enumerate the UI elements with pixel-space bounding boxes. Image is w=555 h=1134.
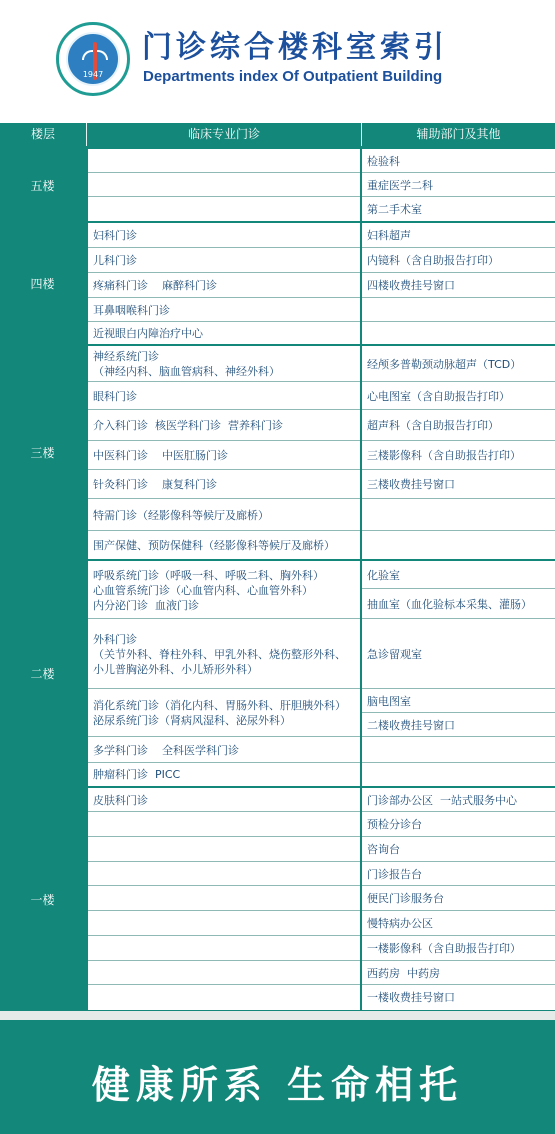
aux-item xyxy=(362,737,555,763)
clinical-item xyxy=(88,499,360,531)
aux-item xyxy=(362,862,555,886)
item-label: 预检分诊台 xyxy=(367,818,422,831)
aux-column xyxy=(362,223,555,344)
clinical-item xyxy=(88,346,360,382)
aux-item xyxy=(362,223,555,248)
clinical-item xyxy=(88,173,360,197)
aux-item xyxy=(362,470,555,499)
clinical-item xyxy=(88,961,360,985)
header-floor: 楼层 xyxy=(30,127,55,141)
aux-item xyxy=(362,788,555,812)
clinical-item xyxy=(88,862,360,886)
clinical-item xyxy=(88,273,360,298)
clinical-item xyxy=(88,322,360,344)
aux-column xyxy=(362,346,555,559)
item-label: 介入科门诊 核医学科门诊 营养科门诊 xyxy=(93,419,283,432)
item-label: 咨询台 xyxy=(367,843,400,856)
aux-column xyxy=(362,149,555,221)
slogan: 健康所系 生命相托 xyxy=(91,1062,464,1107)
clinical-item xyxy=(88,223,360,248)
clinical-item xyxy=(88,886,360,911)
clinical-item xyxy=(88,441,360,470)
clinical-item xyxy=(88,531,360,559)
item-label: 内镜科（含自助报告打印） xyxy=(367,254,499,267)
item-label: 重症医学二科 xyxy=(367,178,433,192)
aux-item xyxy=(362,410,555,441)
aux-item xyxy=(362,886,555,911)
aux-item xyxy=(362,713,555,737)
item-label: 妇科门诊 xyxy=(93,229,137,242)
item-label: 检验科 xyxy=(367,154,400,168)
item-label: 儿科门诊 xyxy=(93,254,137,267)
item-label: 门诊报告台 xyxy=(367,867,422,881)
footer xyxy=(0,1020,555,1134)
aux-item xyxy=(362,689,555,713)
aux-item xyxy=(362,911,555,936)
item-label: 围产保健、预防保健科（经影像科等候厅及廊桥） xyxy=(93,538,335,552)
item-label: 中医科门诊 中医肛肠门诊 xyxy=(93,449,228,462)
item-label: 呼吸系统门诊（呼吸一科、呼吸二科、胸外科） 心血管系统门诊（心血管内科、心血管外科） 内分泌门诊 血液门诊 xyxy=(93,568,324,612)
clinical-item xyxy=(88,936,360,961)
clinical-item xyxy=(88,410,360,441)
item-label: 外科门诊 （关节外科、脊柱外科、甲乳外科、烧伤整形外科、 小儿普胸泌外科、小儿矫形外科） xyxy=(93,632,346,676)
header-clinical: 临床专业门诊 xyxy=(187,127,260,141)
item-label: 妇科超声 xyxy=(367,229,411,242)
department-table xyxy=(0,123,555,1011)
floor-f2 xyxy=(0,561,555,786)
aux-item xyxy=(362,561,555,589)
item-label: 一楼影像科（含自助报告打印） xyxy=(367,942,521,955)
item-label: 脑电图室 xyxy=(367,694,411,708)
item-label: 消化系统门诊（消化内科、胃肠外科、肝胆胰外科） 泌尿系统门诊（肾病风湿科、泌尿外科） xyxy=(93,699,346,727)
table-header xyxy=(0,123,555,146)
floor-f5 xyxy=(0,149,555,221)
item-label: 特需门诊（经影像科等候厅及廊桥） xyxy=(93,508,269,522)
aux-item xyxy=(362,173,555,197)
aux-item xyxy=(362,298,555,322)
item-label: 眼科门诊 xyxy=(93,389,137,403)
aux-column xyxy=(362,788,555,1010)
item-label: 一楼收费挂号窗口 xyxy=(367,991,455,1004)
hospital-logo-icon xyxy=(56,22,130,96)
aux-item xyxy=(362,382,555,410)
clinical-item xyxy=(88,737,360,763)
floor-label: 五楼 xyxy=(30,178,55,193)
floor-label: 二楼 xyxy=(30,667,55,681)
clinical-item xyxy=(88,837,360,862)
aux-item xyxy=(362,812,555,837)
item-label: 神经系统门诊 （神经内科、脑血管病科、神经外科） xyxy=(93,350,280,378)
page-title: 门诊综合楼科室索引 xyxy=(142,30,448,65)
clinical-column xyxy=(88,561,360,786)
clinical-column xyxy=(88,788,360,1010)
clinical-item xyxy=(88,149,360,173)
item-label: 超声科（含自助报告打印） xyxy=(367,419,499,432)
item-label: 四楼收费挂号窗口 xyxy=(367,279,455,292)
aux-item xyxy=(362,346,555,382)
clinical-item xyxy=(88,911,360,936)
clinical-item xyxy=(88,298,360,322)
item-label: 便民门诊服务台 xyxy=(367,892,444,905)
item-label: 多学科门诊 全科医学科门诊 xyxy=(93,743,239,757)
aux-item xyxy=(362,936,555,961)
footer-divider xyxy=(0,1011,555,1020)
clinical-column xyxy=(88,149,360,221)
item-label: 门诊部办公区 一站式服务中心 xyxy=(367,793,517,807)
aux-item xyxy=(362,441,555,470)
clinical-item xyxy=(88,619,360,689)
aux-item xyxy=(362,248,555,273)
page-subtitle: Departments index Of Outpatient Building xyxy=(143,68,443,85)
item-label: 抽血室（血化验标本采集、灌肠） xyxy=(367,597,532,611)
floor-f1 xyxy=(0,788,555,1010)
clinical-item xyxy=(88,812,360,837)
item-label: 第二手术室 xyxy=(367,202,422,216)
aux-item xyxy=(362,531,555,559)
item-label: 疼痛科门诊 麻醉科门诊 xyxy=(93,279,217,292)
floor-label: 三楼 xyxy=(30,446,55,460)
clinical-item xyxy=(88,788,360,812)
aux-item xyxy=(362,273,555,298)
aux-item xyxy=(362,763,555,786)
clinical-item xyxy=(88,248,360,273)
item-label: 化验室 xyxy=(367,568,400,582)
item-label: 针灸科门诊 康复科门诊 xyxy=(93,478,217,491)
clinical-item xyxy=(88,763,360,786)
clinical-column xyxy=(88,223,360,344)
item-label: 近视眼白内障治疗中心 xyxy=(93,326,203,340)
item-label: 肿瘤科门诊 PICC xyxy=(93,768,181,781)
clinical-item xyxy=(88,470,360,499)
clinical-item xyxy=(88,985,360,1010)
floor-label: 四楼 xyxy=(30,277,55,291)
item-label: 三楼收费挂号窗口 xyxy=(367,478,455,491)
logo-year: 1947 xyxy=(82,70,104,79)
aux-item xyxy=(362,149,555,173)
item-label: 三楼影像科（含自助报告打印） xyxy=(367,449,521,462)
item-label: 皮肤科门诊 xyxy=(93,793,148,807)
aux-item xyxy=(362,961,555,985)
aux-item xyxy=(362,837,555,862)
floor-f4 xyxy=(0,223,555,344)
item-label: 心电图室（含自助报告打印） xyxy=(367,389,510,403)
item-label: 慢特病办公区 xyxy=(367,917,433,930)
aux-item xyxy=(362,619,555,689)
aux-column xyxy=(362,561,555,786)
clinical-column xyxy=(88,346,360,559)
floor-f3 xyxy=(0,346,555,559)
item-label: 经颅多普勒颈动脉超声（TCD） xyxy=(367,357,522,371)
item-label: 西药房 中药房 xyxy=(367,966,440,980)
floor-label: 一楼 xyxy=(30,892,55,907)
aux-item xyxy=(362,985,555,1010)
header-aux: 辅助部门及其他 xyxy=(416,127,501,141)
item-label: 耳鼻咽喉科门诊 xyxy=(93,303,170,317)
clinical-item xyxy=(88,561,360,619)
clinical-item xyxy=(88,197,360,221)
aux-item xyxy=(362,589,555,619)
aux-item xyxy=(362,197,555,221)
clinical-item xyxy=(88,382,360,410)
aux-item xyxy=(362,322,555,344)
clinical-item xyxy=(88,689,360,737)
item-label: 二楼收费挂号窗口 xyxy=(367,718,455,732)
aux-item xyxy=(362,499,555,531)
header xyxy=(0,0,555,122)
item-label: 急诊留观室 xyxy=(367,647,422,661)
